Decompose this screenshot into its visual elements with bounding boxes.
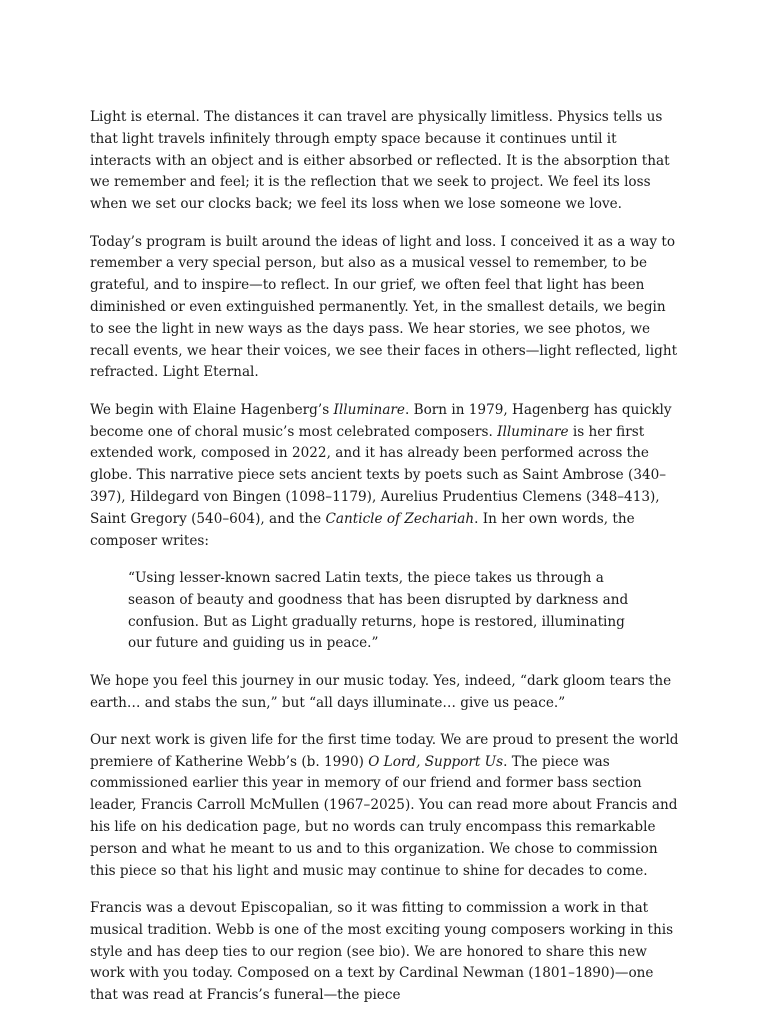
work-title-illuminare: Illuminare xyxy=(333,401,405,418)
text-segment: Our next work is given life for the first time today. We are proud to present the world premiere of Katherine Webb’s (b. 1990) xyxy=(90,731,679,770)
paragraph-program-intro: Today’s program is built around the ideas of light and loss. I conceived it as a way to remember a very special person, but also as a musical vessel to remember, to be grateful, and to inspire—to reflect. In our grief, we often feel that light has been diminished or even extinguished permanently. Yet, in the smallest details, we begin to see the light in new ways as the days pass. We hear stories, we see photos, we recall events, we hear their voices, we see their faces in others—light reflected, light refracted. Light Eternal. xyxy=(90,233,678,381)
text-segment: is her first extended work, composed in 2022, and it has already been performed across the globe. This narrative piece sets ancient texts by poets such as Saint Ambrose (340–397), Hildegard von Bingen (1098–1179), Aurelius Prudentius Clemens (348–413), Saint Gregory (540–604), and the xyxy=(90,423,667,527)
paragraph-premiere xyxy=(90,730,680,883)
text-segment: We begin with Elaine Hagenberg’s xyxy=(90,401,334,418)
paragraph-light-eternal: Light is eternal. The distances it can travel are physically limitless. Physics tells us that light travels infinitely through empty space because it continues until it interacts with an object and is either absorbed or reflected. It is the absorption that we remember and feel; it is the reflection that we seek to project. We feel its loss when we set our clocks back; we feel its loss when we lose someone we love. xyxy=(90,109,670,213)
text-segment: . In her own words, the composer writes: xyxy=(90,510,635,549)
work-title-illuminare: Illuminare xyxy=(497,423,569,440)
text-segment: . Born in 1979, Hagenberg has quickly become one of choral music’s most celebrated composers. xyxy=(90,401,672,440)
paragraph-francis: Francis was a devout Episcopalian, so it was fitting to commission a work in that musical tradition. Webb is one of the most exciting young composers working in this style and has deep ties to our region (see bio). We are honored to share this new work with you today. Composed on a text by Cardinal Newman (1801–1890)—one that was read at Francis’s funeral—the piece xyxy=(90,900,674,1004)
composer-quote: “Using lesser-known sacred Latin texts, the piece takes us through a season of beauty and goodness that has been disrupted by darkness and confusion. But as Light gradually returns, hope is restored, illuminating our future and guiding us in peace.” xyxy=(128,569,629,652)
canticle-title: Canticle of Zechariah xyxy=(325,510,475,527)
work-title-o-lord: O Lord, Support Us xyxy=(368,753,504,770)
document-body xyxy=(90,107,680,1023)
paragraph-journey: We hope you feel this journey in our music today. Yes, indeed, “dark gloom tears the earth… and stabs the sun,” but “all days illuminate… give us peace.” xyxy=(90,672,672,711)
text-segment: . The piece was commissioned earlier this year in memory of our friend and former bass section leader, Francis Carroll McMullen (1967–2025). You can read more about Francis and his life on his dedication page, but no words can truly encompass this remarkable person and what he meant to us and to this organization. We chose to commission this piece so that his light and music may continue to shine for decades to come. xyxy=(90,753,678,879)
paragraph-illuminare xyxy=(90,400,680,553)
